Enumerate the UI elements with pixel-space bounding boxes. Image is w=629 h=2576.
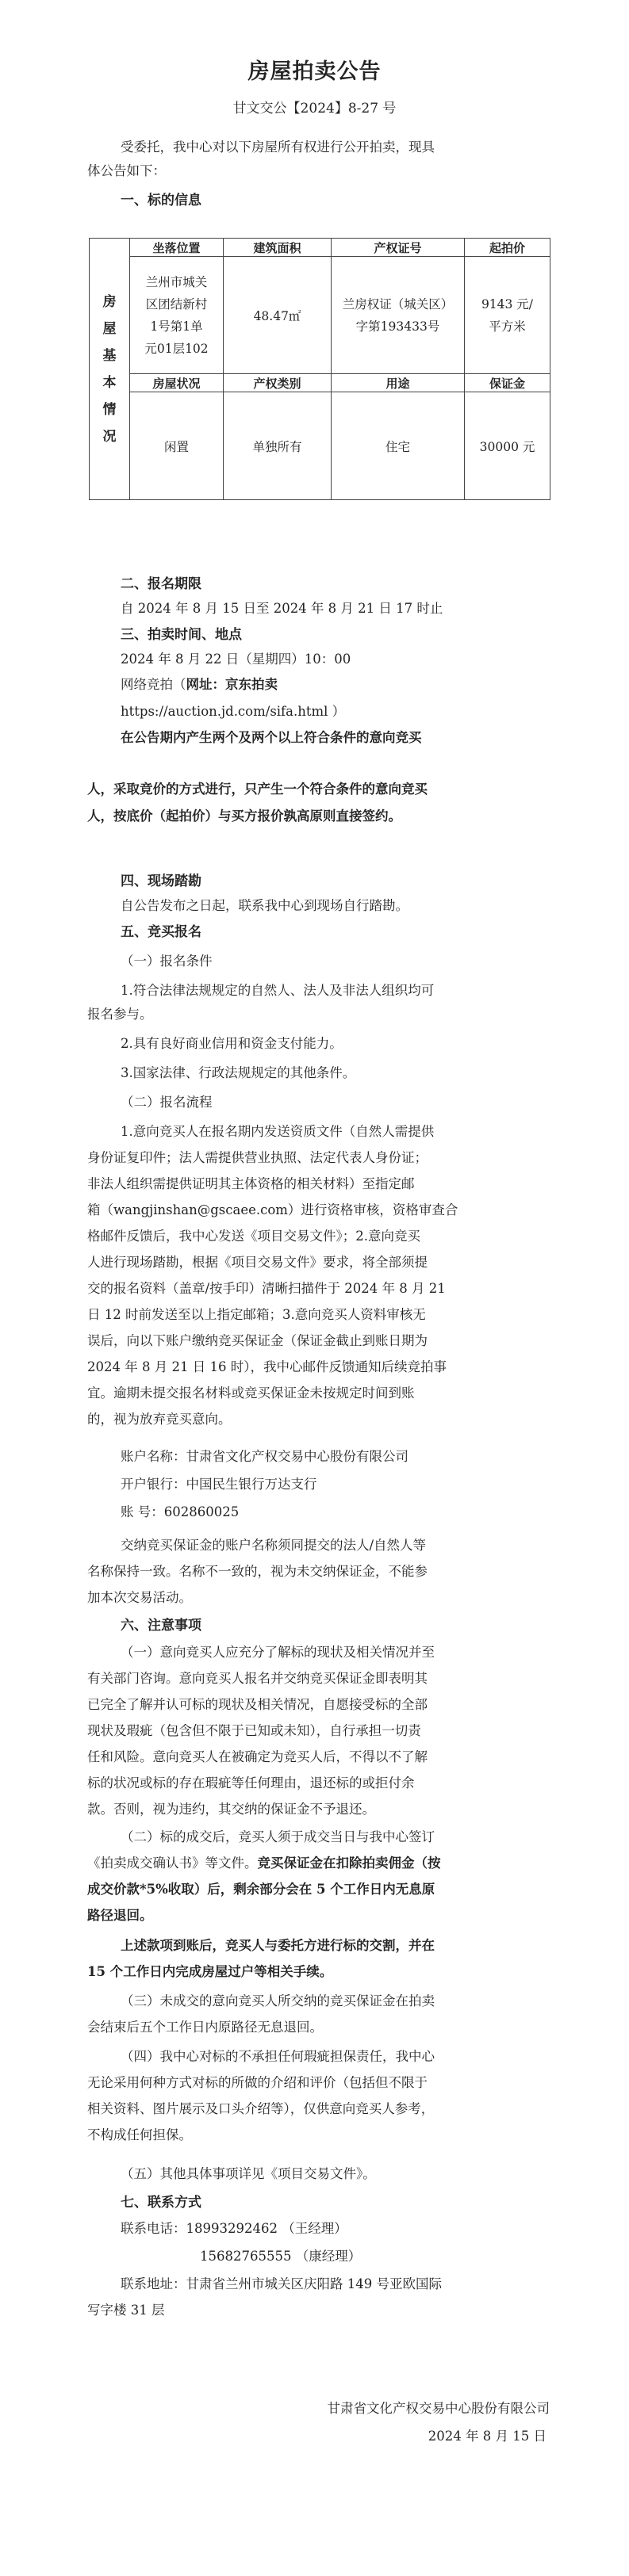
- intro-line-2: 体公告如下：: [87, 163, 166, 178]
- flow-line: 身份证复印件；法人需提供营业执照、法定代表人身份证；: [87, 1150, 428, 1165]
- notice-2-line: 《拍卖成交确认书》等文件。竞买保证金在扣除拍卖佣金（按: [87, 1856, 441, 1871]
- contact-phone-2: 15682765555 （康经理）: [200, 2249, 362, 2264]
- flow-line: 格邮件反馈后，我中心发送《项目交易文件》；2.意向竞买: [87, 1229, 420, 1244]
- condition-2: 2.具有良好商业信用和资金支付能力。: [121, 1036, 343, 1051]
- header-location: 坐落位置: [130, 239, 224, 257]
- cell-cert: 兰房权证（城关区） 字第193433号: [332, 257, 465, 374]
- account-note-line: 名称保持一致。名称不一致的，视为未交纳保证金，不能参: [87, 1564, 428, 1579]
- condition-3: 3.国家法律、行政法规规定的其他条件。: [121, 1065, 356, 1080]
- signature-date: 2024 年 8 月 15 日: [428, 2429, 547, 2444]
- notice-1-line: 款。否则，视为违约，其交纳的保证金不予退还。: [87, 1802, 375, 1817]
- header-deposit: 保证金: [465, 374, 550, 392]
- header-price: 起拍价: [465, 239, 550, 257]
- cell-price: 9143 元/ 平方米: [465, 257, 550, 374]
- table-row-header: 房 屋 基 本 情 况: [90, 239, 130, 500]
- account-number: 账 号：602860025: [121, 1504, 240, 1519]
- sub-heading-conditions: （一）报名条件: [121, 954, 213, 969]
- notice-4-line: 相关资料、图片展示及口头介绍等），仅供意向竞买人参考，: [87, 2101, 435, 2116]
- flow-line: 日 12 时前发送至以上指定邮箱；3.意向竞买人资料审核无: [87, 1307, 426, 1322]
- section-3-heading: 三、拍卖时间、地点: [121, 627, 242, 643]
- bidding-rule-line-1: 在公告期内产生两个及两个以上符合条件的意向竞买: [121, 730, 422, 745]
- notice-3-line: 会结束后五个工作日内原路径无息退回。: [87, 2020, 323, 2035]
- header-area: 建筑面积: [224, 239, 332, 257]
- cell-area: 48.47㎡: [224, 257, 332, 374]
- section-1-heading: 一、标的信息: [121, 193, 201, 208]
- notice-2b-line: 上述款项到账后，竞买人与委托方进行标的交割，并在: [121, 1938, 435, 1953]
- notice-2-line: 成交价款*5%收取）后，剩余部分会在 5 个工作日内无息原: [87, 1882, 435, 1897]
- header-status: 房屋状况: [130, 374, 224, 392]
- notice-1-line: （一）意向竞买人应充分了解标的现状及相关情况并至: [121, 1645, 435, 1660]
- cell-ownership: 单独所有: [224, 392, 332, 500]
- intro-line-1: 受委托，我中心对以下房屋所有权进行公开拍卖，现具: [121, 140, 435, 155]
- notice-2-line: （二）标的成交后，竞买人须于成交当日与我中心签订: [121, 1829, 435, 1844]
- auction-url: https://auction.jd.com/sifa.html ）: [121, 704, 346, 719]
- cell-location: 兰州市城关 区团结新村 1号第1单 元01层102: [130, 257, 224, 374]
- condition-1-line-2: 报名参与。: [87, 1007, 153, 1022]
- sub-heading-process: （二）报名流程: [121, 1095, 213, 1110]
- cell-use: 住宅: [332, 392, 465, 500]
- notice-1-line: 已完全了解并认可标的现状及相关情况，自愿接受标的全部: [87, 1697, 428, 1712]
- flow-line: 的，视为放弃竞买意向。: [87, 1412, 232, 1427]
- document-number: 甘文交公【2024】8-27 号: [232, 101, 397, 117]
- auction-place: 网络竞拍（网址：京东拍卖: [121, 677, 278, 692]
- auction-time: 2024 年 8 月 22 日（星期四）10：00: [121, 652, 351, 667]
- notice-4-line: 不构成任何担保。: [87, 2127, 192, 2142]
- flow-line: 交的报名资料（盖章/按手印）清晰扫描件于 2024 年 8 月 21: [87, 1281, 446, 1296]
- notice-4-line: （四）我中心对标的不承担任何瑕疵担保责任，我中心: [121, 2049, 435, 2064]
- flow-line: 宜。逾期未提交报名材料或竞买保证金未按规定时间到账: [87, 1385, 415, 1401]
- contact-address-line-2: 写字楼 31 层: [87, 2303, 165, 2318]
- notice-2b-line: 15 个工作日内完成房屋过户等相关手续。: [87, 1964, 333, 1979]
- notice-1-line: 标的状况或标的存在瑕疵等任何理由，退还标的或拒付余: [87, 1775, 415, 1791]
- account-note-line: 加本次交易活动。: [87, 1590, 192, 1605]
- condition-1-line-1: 1.符合法律法规规定的自然人、法人及非法人组织均可: [121, 983, 435, 998]
- signature-organization: 甘肃省文化产权交易中心股份有限公司: [327, 2401, 550, 2416]
- section-4-heading: 四、现场踏勘: [121, 873, 201, 889]
- notice-4-line: 无论采用何种方式对标的所做的介绍和评价（包括但不限于: [87, 2075, 428, 2090]
- section-2-heading: 二、报名期限: [121, 576, 201, 592]
- flow-line: 人进行现场踏勘，根据《项目交易文件》要求，将全部须提: [87, 1255, 428, 1270]
- section-6-heading: 六、注意事项: [121, 1618, 201, 1634]
- bidding-rule-line-2: 人，采取竞价的方式进行，只产生一个符合条件的意向竞买: [87, 782, 428, 797]
- header-cert: 产权证号: [332, 239, 465, 257]
- contact-address-line-1: 联系地址：甘肃省兰州市城关区庆阳路 149 号亚欧国际: [121, 2276, 442, 2291]
- flow-line: 2024 年 8 月 21 日 16 时），我中心邮件反馈通知后续竞拍事: [87, 1359, 447, 1374]
- cell-status: 闲置: [130, 392, 224, 500]
- notice-1-line: 有关部门咨询。意向竞买人报名并交纳竞买保证金即表明其: [87, 1671, 428, 1686]
- section-5-heading: 五、竞买报名: [121, 924, 201, 940]
- section-7-heading: 七、联系方式: [121, 2195, 201, 2211]
- contact-phone-1: 联系电话：18993292462 （王经理）: [121, 2221, 347, 2236]
- account-name: 账户名称：甘肃省文化产权交易中心股份有限公司: [121, 1449, 408, 1464]
- notice-1-line: 任和风险。意向竞买人在被确定为竞买人后，不得以不了解: [87, 1749, 428, 1764]
- flow-line: 误后，向以下账户缴纳竞买保证金（保证金截止到账日期为: [87, 1333, 428, 1348]
- flow-line: 箱（wangjinshan@gscaee.com）进行资格审核，资格审查合: [87, 1202, 458, 1217]
- header-ownership: 产权类别: [224, 374, 332, 392]
- notice-5: （五）其他具体事项详见《项目交易文件》。: [121, 2166, 376, 2181]
- flow-line: 1.意向竞买人在报名期内发送资质文件（自然人需提供: [121, 1124, 435, 1139]
- bidding-rule-line-3: 人，按底价（起拍价）与买方报价孰高原则直接签约。: [87, 808, 401, 824]
- bank-name: 开户银行：中国民生银行万达支行: [121, 1477, 317, 1492]
- page-title: 房屋拍卖公告: [247, 59, 382, 84]
- property-info-table: [89, 238, 550, 500]
- notice-3-line: （三）未成交的意向竞买人所交纳的竞买保证金在拍卖: [121, 1993, 435, 2008]
- registration-period: 自 2024 年 8 月 15 日至 2024 年 8 月 21 日 17 时止: [121, 601, 443, 616]
- header-use: 用途: [332, 374, 465, 392]
- flow-line: 非法人组织需提供证明其主体资格的相关材料）至指定邮: [87, 1176, 415, 1191]
- notice-2-line: 路径退回。: [87, 1908, 153, 1923]
- notice-1-line: 现状及瑕疵（包含但不限于已知或未知），自行承担一切责: [87, 1723, 421, 1738]
- account-note-line: 交纳竞买保证金的账户名称须同提交的法人/自然人等: [121, 1538, 427, 1553]
- site-visit-text: 自公告发布之日起，联系我中心到现场自行踏勘。: [121, 898, 408, 913]
- cell-deposit: 30000 元: [465, 392, 550, 500]
